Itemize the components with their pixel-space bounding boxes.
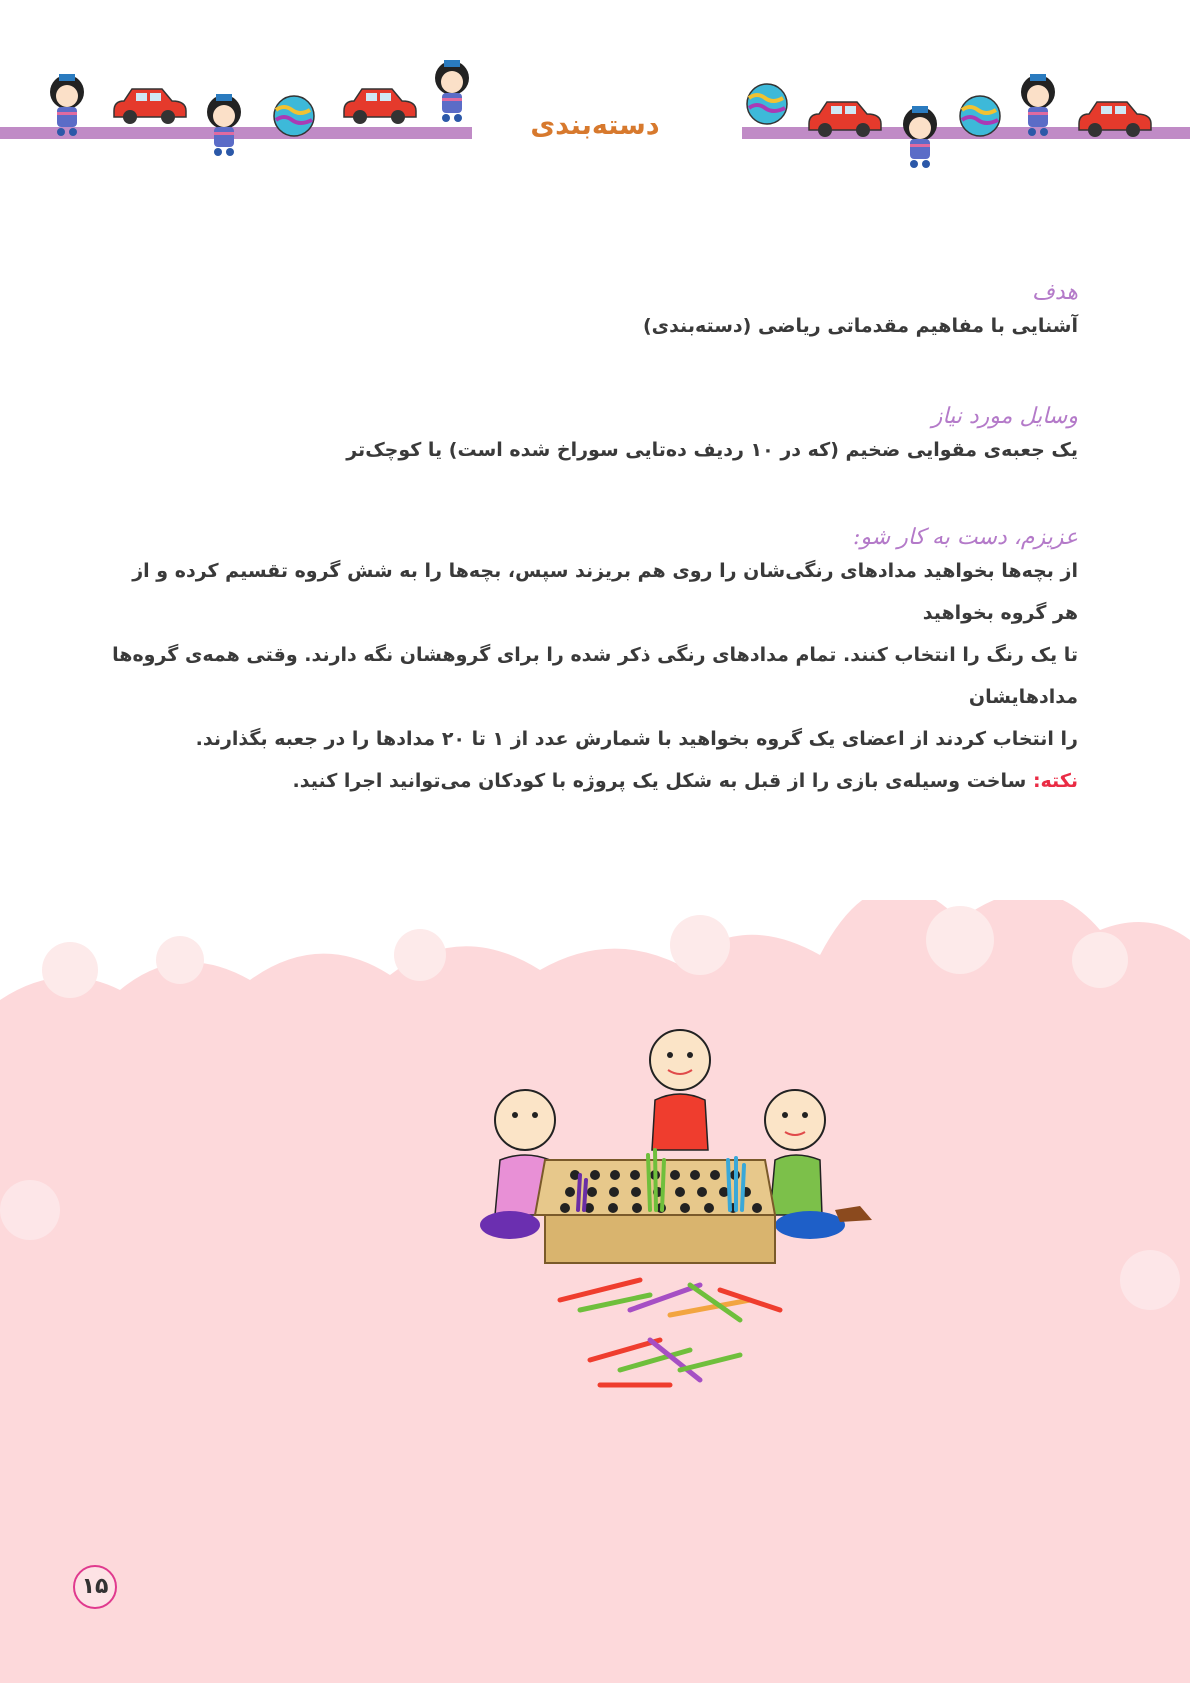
- activity-section: [112, 525, 1078, 802]
- doll-icon: [898, 104, 942, 172]
- materials-text: یک جعبه‌ی مقوایی ضخیم (که در ۱۰ ردیف ده‌تایی سوراخ شده است) یا کوچک‌تر: [346, 439, 1078, 461]
- doll-icon: [45, 72, 89, 140]
- note-text: ساخت وسیله‌ی بازی را از قبل به شکل یک پروژه با کودکان می‌توانید اجرا کنید.: [292, 770, 1033, 792]
- children-pencil-box-illustration: [440, 1010, 900, 1430]
- note-label: نکته:: [1032, 770, 1078, 792]
- materials-section: [112, 404, 1078, 471]
- car-icon: [805, 98, 883, 140]
- goal-section: [112, 280, 1078, 347]
- chapter-title: دسته‌بندی: [530, 110, 660, 141]
- doll-icon: [430, 58, 474, 126]
- ball-icon: [272, 94, 316, 138]
- car-icon: [1075, 98, 1153, 140]
- activity-line: تا یک رنگ را انتخاب کنند. تمام مدادهای رنگی ذکر شده را برای گروهشان نگه دارند. وقتی همه‌ی گروه‌ها مدادهایشان: [112, 644, 1078, 708]
- activity-heading: عزیزم، دست به کار شو:: [853, 525, 1078, 550]
- note-line: [112, 760, 1078, 802]
- ball-icon: [958, 94, 1002, 138]
- goal-text: آشنایی با مفاهیم مقدماتی ریاضی (دسته‌بندی): [642, 315, 1078, 337]
- ball-icon: [745, 82, 789, 126]
- page-number: ۱۵: [73, 1565, 117, 1609]
- goal-heading: هدف: [1032, 280, 1078, 305]
- page-header: [0, 0, 1190, 200]
- car-icon: [110, 85, 188, 127]
- activity-line: از بچه‌ها بخواهید مدادهای رنگی‌شان را روی هم بریزند سپس، بچه‌ها را به شش گروه تقسیم کرده و از هر گروه بخواهید: [132, 560, 1078, 624]
- doll-icon: [202, 92, 246, 160]
- materials-heading: وسایل مورد نیاز: [931, 404, 1078, 429]
- car-icon: [340, 85, 418, 127]
- doll-icon: [1016, 72, 1060, 140]
- activity-line: را انتخاب کردند از اعضای یک گروه بخواهید با شمارش عدد از ۱ تا ۲۰ مدادها را در جعبه بگذارند.: [195, 728, 1078, 750]
